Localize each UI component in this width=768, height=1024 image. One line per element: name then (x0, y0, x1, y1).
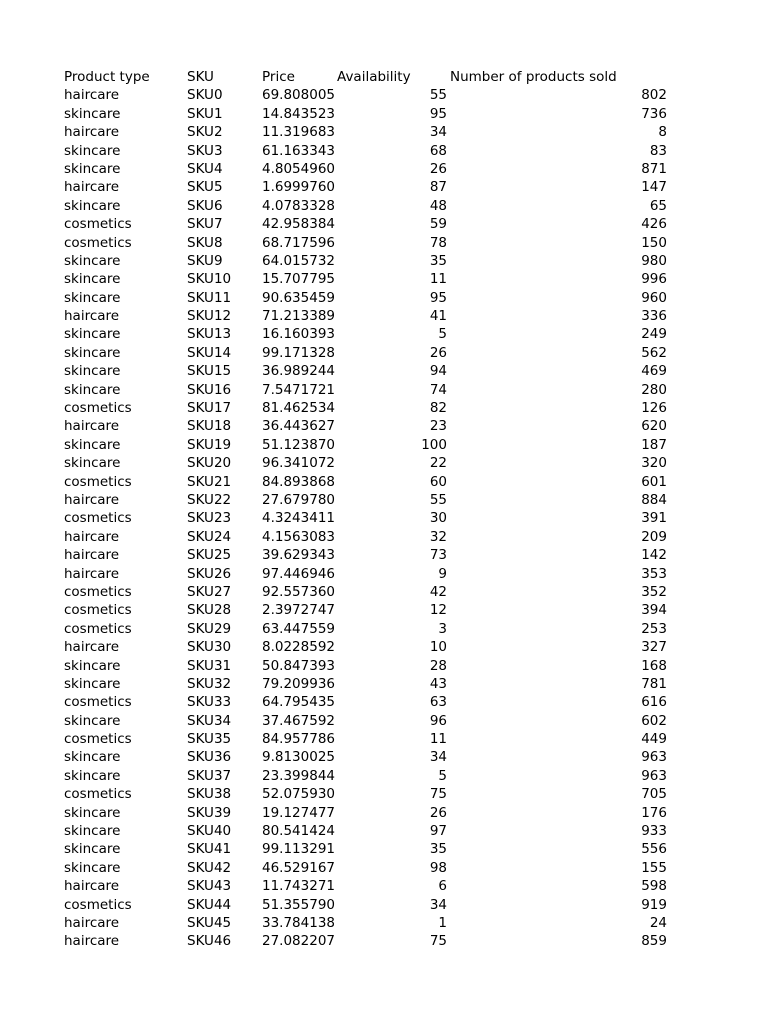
cell-products-sold: 426 (641, 216, 667, 233)
cell-product-type: haircare (64, 418, 120, 435)
cell-products-sold: 187 (641, 436, 667, 453)
cell-availability: 28 (429, 657, 447, 674)
cell-products-sold: 126 (641, 400, 667, 417)
cell-products-sold: 155 (641, 859, 667, 876)
cell-product-type: haircare (64, 491, 120, 508)
cell-availability: 55 (429, 87, 447, 104)
cell-products-sold: 147 (641, 179, 667, 196)
cell-price: 19.127477 (262, 804, 336, 821)
cell-price: 96.341072 (262, 455, 336, 472)
header-sku: SKU (187, 69, 214, 85)
cell-sku: SKU22 (187, 491, 232, 508)
cell-product-type: haircare (64, 914, 120, 931)
cell-products-sold: 65 (649, 197, 667, 214)
cell-product-type: skincare (64, 289, 121, 306)
cell-product-type: skincare (64, 455, 121, 472)
cell-availability: 26 (429, 344, 447, 361)
cell-availability: 63 (429, 694, 447, 711)
cell-sku: SKU41 (187, 841, 232, 858)
cell-sku: SKU8 (187, 234, 223, 251)
cell-sku: SKU37 (187, 767, 232, 784)
cell-products-sold: 209 (641, 528, 667, 545)
cell-product-type: cosmetics (64, 896, 132, 913)
cell-products-sold: 8 (658, 124, 667, 141)
cell-products-sold: 601 (641, 473, 667, 490)
cell-products-sold: 802 (641, 87, 667, 104)
cell-availability: 48 (429, 197, 447, 214)
header-availability: Availability (337, 69, 411, 85)
cell-price: 71.213389 (262, 308, 336, 325)
cell-product-type: skincare (64, 326, 121, 343)
cell-products-sold: 336 (641, 308, 667, 325)
cell-availability: 55 (429, 491, 447, 508)
cell-price: 33.784138 (262, 914, 336, 931)
cell-availability: 97 (429, 823, 447, 840)
cell-product-type: haircare (64, 528, 120, 545)
cell-product-type: cosmetics (64, 216, 132, 233)
cell-availability: 59 (429, 216, 447, 233)
cell-product-type: skincare (64, 712, 121, 729)
cell-product-type: cosmetics (64, 694, 132, 711)
cell-price: 23.399844 (262, 767, 336, 784)
cell-sku: SKU11 (187, 289, 232, 306)
cell-price: 42.958384 (262, 216, 336, 233)
cell-product-type: haircare (64, 547, 120, 564)
cell-sku: SKU44 (187, 896, 232, 913)
cell-availability: 98 (429, 859, 447, 876)
cell-price: 8.0228592 (262, 639, 336, 656)
cell-sku: SKU18 (187, 418, 232, 435)
cell-products-sold: 168 (641, 657, 667, 674)
cell-availability: 68 (429, 142, 447, 159)
cell-availability: 32 (429, 528, 447, 545)
cell-sku: SKU3 (187, 142, 223, 159)
cell-products-sold: 705 (641, 786, 667, 803)
cell-sku: SKU13 (187, 326, 232, 343)
cell-availability: 42 (429, 583, 447, 600)
cell-sku: SKU26 (187, 565, 232, 582)
cell-price: 69.808005 (262, 87, 336, 104)
cell-products-sold: 469 (641, 363, 667, 380)
cell-products-sold: 280 (641, 381, 667, 398)
cell-availability: 34 (429, 749, 447, 766)
cell-product-type: skincare (64, 804, 121, 821)
cell-products-sold: 616 (641, 694, 667, 711)
cell-product-type: cosmetics (64, 234, 132, 251)
cell-products-sold: 353 (641, 565, 667, 582)
cell-price: 11.319683 (262, 124, 336, 141)
cell-sku: SKU27 (187, 583, 232, 600)
cell-sku: SKU9 (187, 252, 223, 269)
cell-product-type: haircare (64, 124, 120, 141)
cell-availability: 26 (429, 160, 447, 177)
cell-availability: 26 (429, 804, 447, 821)
cell-product-type: cosmetics (64, 786, 132, 803)
cell-sku: SKU30 (187, 639, 232, 656)
cell-products-sold: 602 (641, 712, 667, 729)
cell-sku: SKU38 (187, 786, 232, 803)
cell-price: 4.3243411 (262, 510, 336, 527)
cell-sku: SKU35 (187, 731, 232, 748)
cell-products-sold: 327 (641, 639, 667, 656)
cell-price: 84.893868 (262, 473, 336, 490)
cell-price: 4.0783328 (262, 197, 336, 214)
cell-availability: 82 (429, 400, 447, 417)
cell-sku: SKU16 (187, 381, 232, 398)
cell-product-type: skincare (64, 749, 121, 766)
cell-products-sold: 963 (641, 767, 667, 784)
cell-sku: SKU4 (187, 160, 223, 177)
cell-product-type: cosmetics (64, 510, 132, 527)
cell-availability: 73 (429, 547, 447, 564)
cell-price: 97.446946 (262, 565, 336, 582)
cell-price: 27.679780 (262, 491, 336, 508)
cell-products-sold: 176 (641, 804, 667, 821)
cell-availability: 1 (438, 914, 447, 931)
cell-sku: SKU20 (187, 455, 232, 472)
cell-product-type: skincare (64, 344, 121, 361)
cell-sku: SKU42 (187, 859, 232, 876)
cell-products-sold: 352 (641, 583, 667, 600)
cell-sku: SKU45 (187, 914, 232, 931)
cell-products-sold: 556 (641, 841, 667, 858)
cell-product-type: skincare (64, 197, 121, 214)
cell-availability: 74 (429, 381, 447, 398)
cell-sku: SKU33 (187, 694, 232, 711)
cell-sku: SKU40 (187, 823, 232, 840)
cell-product-type: skincare (64, 105, 121, 122)
cell-price: 4.8054960 (262, 160, 336, 177)
cell-products-sold: 871 (641, 160, 667, 177)
cell-sku: SKU23 (187, 510, 232, 527)
cell-products-sold: 919 (641, 896, 667, 913)
cell-product-type: cosmetics (64, 620, 132, 637)
cell-price: 36.989244 (262, 363, 336, 380)
cell-sku: SKU2 (187, 124, 223, 141)
cell-products-sold: 320 (641, 455, 667, 472)
cell-products-sold: 980 (641, 252, 667, 269)
cell-price: 37.467592 (262, 712, 336, 729)
cell-product-type: cosmetics (64, 400, 132, 417)
cell-products-sold: 620 (641, 418, 667, 435)
cell-products-sold: 24 (649, 914, 667, 931)
cell-price: 80.541424 (262, 823, 336, 840)
cell-products-sold: 253 (641, 620, 667, 637)
cell-availability: 6 (438, 878, 447, 895)
cell-availability: 60 (429, 473, 447, 490)
cell-product-type: skincare (64, 142, 121, 159)
cell-product-type: haircare (64, 565, 120, 582)
cell-availability: 41 (429, 308, 447, 325)
cell-price: 36.443627 (262, 418, 336, 435)
cell-sku: SKU0 (187, 87, 223, 104)
cell-price: 52.075930 (262, 786, 336, 803)
cell-availability: 95 (429, 105, 447, 122)
cell-sku: SKU17 (187, 400, 232, 417)
cell-availability: 11 (429, 731, 447, 748)
cell-product-type: haircare (64, 179, 120, 196)
cell-product-type: cosmetics (64, 583, 132, 600)
cell-sku: SKU15 (187, 363, 232, 380)
cell-products-sold: 933 (641, 823, 667, 840)
cell-products-sold: 960 (641, 289, 667, 306)
cell-price: 79.209936 (262, 675, 336, 692)
cell-product-type: cosmetics (64, 473, 132, 490)
cell-products-sold: 391 (641, 510, 667, 527)
cell-sku: SKU46 (187, 933, 232, 950)
cell-product-type: cosmetics (64, 731, 132, 748)
cell-availability: 10 (429, 639, 447, 656)
cell-price: 68.717596 (262, 234, 336, 251)
cell-price: 50.847393 (262, 657, 336, 674)
cell-availability: 34 (429, 896, 447, 913)
cell-availability: 35 (429, 841, 447, 858)
cell-availability: 11 (429, 271, 447, 288)
cell-sku: SKU1 (187, 105, 223, 122)
cell-price: 99.171328 (262, 344, 336, 361)
cell-product-type: skincare (64, 363, 121, 380)
cell-price: 27.082207 (262, 933, 336, 950)
cell-product-type: skincare (64, 823, 121, 840)
cell-product-type: skincare (64, 675, 121, 692)
cell-products-sold: 859 (641, 933, 667, 950)
cell-availability: 5 (438, 767, 447, 784)
cell-sku: SKU21 (187, 473, 232, 490)
cell-price: 2.3972747 (262, 602, 336, 619)
cell-price: 63.447559 (262, 620, 336, 637)
cell-product-type: skincare (64, 271, 121, 288)
cell-product-type: skincare (64, 767, 121, 784)
cell-products-sold: 781 (641, 675, 667, 692)
cell-products-sold: 598 (641, 878, 667, 895)
cell-products-sold: 83 (649, 142, 667, 159)
cell-sku: SKU32 (187, 675, 232, 692)
cell-sku: SKU34 (187, 712, 232, 729)
cell-price: 84.957786 (262, 731, 336, 748)
cell-availability: 75 (429, 786, 447, 803)
cell-products-sold: 394 (641, 602, 667, 619)
cell-products-sold: 449 (641, 731, 667, 748)
cell-price: 51.355790 (262, 896, 336, 913)
cell-price: 9.8130025 (262, 749, 336, 766)
cell-price: 7.5471721 (262, 381, 336, 398)
cell-products-sold: 142 (641, 547, 667, 564)
cell-price: 99.113291 (262, 841, 336, 858)
cell-availability: 43 (429, 675, 447, 692)
cell-availability: 100 (421, 436, 447, 453)
header-products-sold: Number of products sold (450, 69, 617, 85)
cell-products-sold: 249 (641, 326, 667, 343)
cell-product-type: skincare (64, 160, 121, 177)
cell-product-type: skincare (64, 859, 121, 876)
cell-availability: 95 (429, 289, 447, 306)
cell-product-type: haircare (64, 87, 120, 104)
cell-product-type: skincare (64, 381, 121, 398)
cell-sku: SKU10 (187, 271, 232, 288)
cell-products-sold: 963 (641, 749, 667, 766)
cell-product-type: skincare (64, 841, 121, 858)
cell-sku: SKU31 (187, 657, 232, 674)
cell-sku: SKU36 (187, 749, 232, 766)
cell-sku: SKU19 (187, 436, 232, 453)
cell-availability: 5 (438, 326, 447, 343)
cell-product-type: haircare (64, 933, 120, 950)
cell-availability: 35 (429, 252, 447, 269)
cell-availability: 22 (429, 455, 447, 472)
cell-products-sold: 884 (641, 491, 667, 508)
cell-products-sold: 996 (641, 271, 667, 288)
cell-availability: 23 (429, 418, 447, 435)
cell-price: 15.707795 (262, 271, 336, 288)
header-product-type: Product type (64, 69, 150, 85)
cell-sku: SKU43 (187, 878, 232, 895)
cell-price: 90.635459 (262, 289, 336, 306)
cell-availability: 78 (429, 234, 447, 251)
cell-price: 39.629343 (262, 547, 336, 564)
cell-sku: SKU29 (187, 620, 232, 637)
cell-price: 14.843523 (262, 105, 336, 122)
cell-products-sold: 562 (641, 344, 667, 361)
cell-availability: 96 (429, 712, 447, 729)
cell-product-type: skincare (64, 657, 121, 674)
cell-price: 4.1563083 (262, 528, 336, 545)
cell-availability: 94 (429, 363, 447, 380)
cell-price: 1.6999760 (262, 179, 336, 196)
cell-price: 11.743271 (262, 878, 336, 895)
cell-product-type: skincare (64, 252, 121, 269)
cell-product-type: haircare (64, 878, 120, 895)
cell-availability: 3 (438, 620, 447, 637)
cell-sku: SKU25 (187, 547, 232, 564)
cell-sku: SKU14 (187, 344, 232, 361)
cell-sku: SKU7 (187, 216, 223, 233)
cell-sku: SKU28 (187, 602, 232, 619)
cell-price: 51.123870 (262, 436, 336, 453)
cell-availability: 34 (429, 124, 447, 141)
cell-availability: 75 (429, 933, 447, 950)
cell-sku: SKU24 (187, 528, 232, 545)
cell-availability: 12 (429, 602, 447, 619)
cell-availability: 30 (429, 510, 447, 527)
cell-price: 64.795435 (262, 694, 336, 711)
cell-sku: SKU6 (187, 197, 223, 214)
header-price: Price (262, 69, 295, 85)
cell-availability: 87 (429, 179, 447, 196)
cell-products-sold: 150 (641, 234, 667, 251)
cell-sku: SKU5 (187, 179, 223, 196)
cell-price: 46.529167 (262, 859, 336, 876)
cell-price: 92.557360 (262, 583, 336, 600)
cell-price: 61.163343 (262, 142, 336, 159)
cell-product-type: haircare (64, 308, 120, 325)
cell-sku: SKU12 (187, 308, 232, 325)
cell-price: 81.462534 (262, 400, 336, 417)
cell-price: 16.160393 (262, 326, 336, 343)
cell-product-type: skincare (64, 436, 121, 453)
cell-product-type: haircare (64, 639, 120, 656)
cell-price: 64.015732 (262, 252, 336, 269)
cell-product-type: cosmetics (64, 602, 132, 619)
cell-sku: SKU39 (187, 804, 232, 821)
cell-products-sold: 736 (641, 105, 667, 122)
cell-availability: 9 (438, 565, 447, 582)
